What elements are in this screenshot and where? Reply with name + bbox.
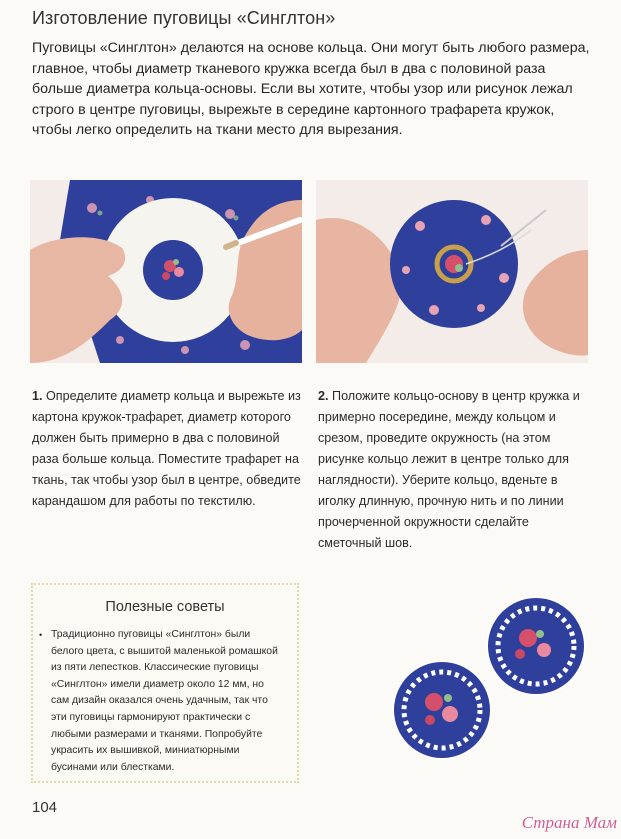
finished-buttons-photo	[390, 594, 590, 784]
photo-ring-and-needle	[316, 180, 588, 363]
tips-box	[31, 583, 299, 783]
step-2	[318, 386, 588, 554]
photo-stencil-tracing	[30, 180, 302, 363]
intro-paragraph: Пуговицы «Синглтон» делаются на основе кольца. Они могут быть любого размера, главное, чтобы диаметр тканевого кружка всегда был в два с половиной раза больше диаметра кольца-основы. Если вы хотите, чтобы узор или рисунок лежал строго в центре пуговицы, вырежьте в середине картонного трафарета кружок, чтобы легко определить на ткани место для вырезания.	[32, 40, 590, 138]
button-front-image	[392, 660, 492, 760]
button-back-image	[486, 596, 586, 696]
page-title: Изготовление пуговицы «Синглтон»	[32, 8, 336, 28]
site-watermark: Страна Мам	[521, 813, 617, 832]
step-2-number: 2.	[318, 389, 329, 403]
tips-text: Традиционно пуговицы «Синглтон» были белого цвета, с вышитой маленькой ромашкой из пяти лепестков. Классические пуговицы «Синглтон» имели диаметр около 12 мм, но сам дизайн оказался очень удачным, так что эти пуговицы гармонируют практически с любыми размерами и тканями. Попробуйте украсить их вышивкой, миниатюрными бусинами или блестками.	[51, 629, 278, 773]
page-number: 104	[32, 799, 58, 816]
tips-title: Полезные советы	[105, 599, 225, 615]
step-1-number: 1.	[32, 389, 43, 403]
step-1	[32, 386, 302, 512]
tips-bullet: •	[39, 630, 43, 640]
step-2-text: Положите кольцо-основу в центр кружка и примерно посередине, между кольцом и срезом, проведите окружность (на этом рисунке кольцо лежит в центре только для наглядности). Уберите кольцо, вденьте в иголку длинную, прочную нить и по линии прочерченной окружности сделайте сметочный шов.	[318, 389, 580, 550]
step-1-text: Определите диаметр кольца и вырежьте из картона кружок-трафарет, диаметр которого должен быть примерно в два с половиной раза больше кольца. Поместите трафарет на ткань, так чтобы узор был в центре, обведите карандашом для работы по текстилю.	[32, 389, 301, 508]
tips-text-block	[39, 627, 283, 776]
